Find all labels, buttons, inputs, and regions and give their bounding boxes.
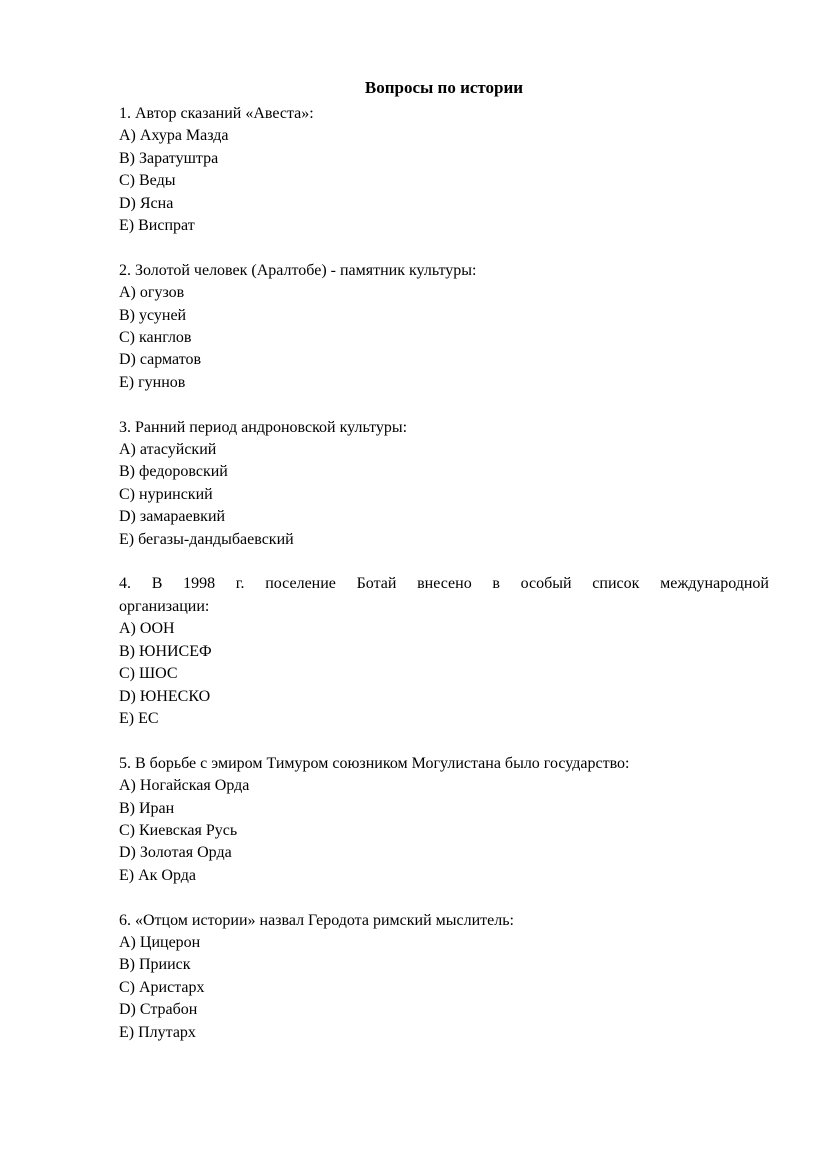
- answer-option: A) Ахура Мазда: [119, 127, 229, 145]
- answer-option: B) Заратуштра: [119, 149, 219, 167]
- answer-option: E) Плутарх: [119, 1023, 196, 1041]
- answer-option: B) федоровский: [119, 463, 228, 481]
- answer-option: D) Золотая Орда: [119, 844, 232, 862]
- question-block-4: [119, 573, 769, 730]
- question-block-5: [119, 753, 769, 887]
- question-block-3: [119, 417, 769, 551]
- question-block-2: [119, 260, 769, 394]
- answer-option: E) бегазы-дандыбаевский: [119, 530, 294, 548]
- question-text-continued: организации:: [119, 597, 210, 615]
- document-title: Вопросы по истории: [364, 78, 524, 97]
- answer-option: C) Киевская Русь: [119, 821, 238, 839]
- answer-option: A) Ногайская Орда: [119, 777, 250, 795]
- answer-option: E) ЕС: [119, 709, 159, 727]
- answer-option: A) Цицерон: [119, 933, 201, 951]
- question-text: 6. «Отцом истории» назвал Геродота римский мыслитель:: [119, 911, 514, 929]
- question-block-6: [119, 910, 769, 1044]
- answer-option: E) гуннов: [119, 373, 186, 391]
- question-text: 4. В 1998 г. поселение Ботай внесено в особый список международной: [119, 575, 769, 593]
- answer-option: D) ЮНЕСКО: [119, 687, 211, 705]
- answer-option: E) Виспрат: [119, 217, 195, 235]
- answer-option: A) ООН: [119, 620, 175, 638]
- answer-option: D) замараевкий: [119, 508, 226, 526]
- answer-option: E) Ак Орда: [119, 866, 197, 884]
- answer-option: B) ЮНИСЕФ: [119, 642, 212, 660]
- answer-option: D) Страбон: [119, 1001, 198, 1019]
- answer-option: A) огузов: [119, 284, 185, 302]
- answer-option: B) Иран: [119, 799, 175, 817]
- answer-option: C) ШОС: [119, 665, 178, 683]
- question-text: 3. Ранний период андроновской культуры:: [119, 418, 408, 436]
- answer-option: B) Прииск: [119, 956, 191, 974]
- question-text: 2. Золотой человек (Аралтобе) - памятник культуры:: [119, 261, 477, 279]
- answer-option: C) Веды: [119, 172, 176, 190]
- question-block-1: [119, 103, 769, 237]
- question-text: 1. Автор сказаний «Авеста»:: [119, 105, 314, 122]
- answer-option: C) Аристарх: [119, 978, 205, 996]
- answer-option: B) усуней: [119, 306, 187, 324]
- answer-option: D) Ясна: [119, 194, 174, 212]
- question-text: 5. В борьбе с эмиром Тимуром союзником Могулистана было государство:: [119, 754, 630, 772]
- answer-option: C) нуринский: [119, 485, 213, 503]
- answer-option: D) сарматов: [119, 351, 202, 369]
- answer-option: A) атасуйский: [119, 441, 217, 459]
- answer-option: C) канглов: [119, 329, 192, 347]
